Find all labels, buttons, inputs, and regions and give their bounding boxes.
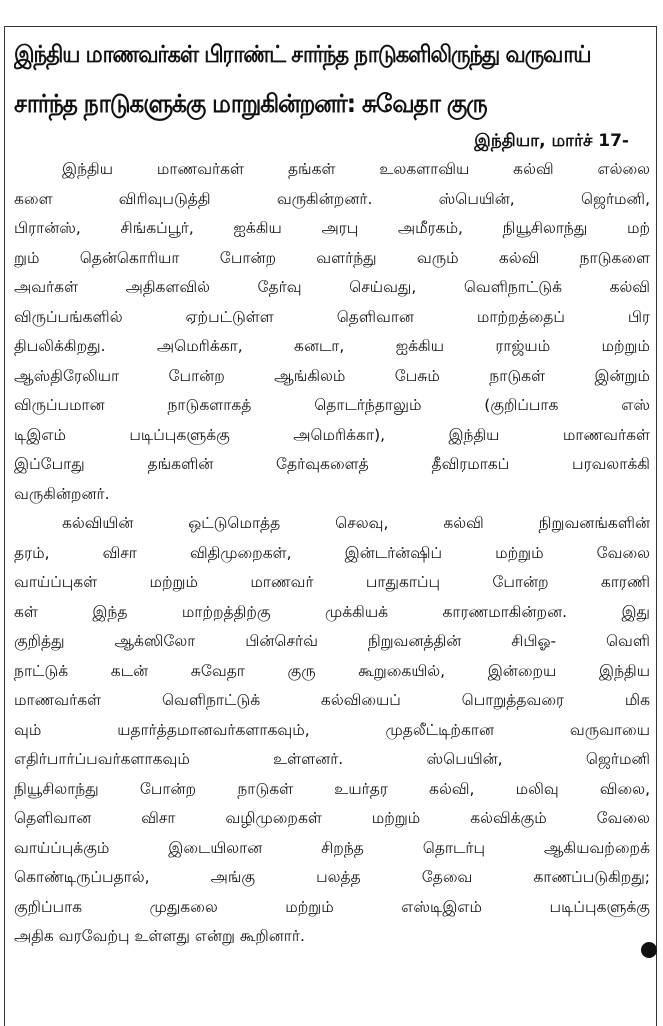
dateline: இந்தியா, மார்ச் 17- xyxy=(474,131,629,151)
body-line: கல்வியின் ஒட்டுமொத்த செலவு, கல்வி நிறுவனங்களின் xyxy=(62,514,650,532)
body-line: விருப்பமான நாடுகளாகத் தொடர்ந்தாலும் (குறிப்பாக எஸ் xyxy=(14,396,650,414)
body-line: அவர்கள் அதிகளவில் தேர்வு செய்வது, வெளிநாட்டுக் கல்வி xyxy=(14,278,650,296)
body-line: இப்போது தங்களின் தேர்வுகளைத் தீவிரமாகப் பரவலாக்கி xyxy=(14,455,650,473)
body-line: நியூசிலாந்து போன்ற நாடுகள் உயர்தர கல்வி, மலிவு விலை, xyxy=(14,779,650,798)
body-line: தரம், விசா விதிமுறைகள், இன்டர்ன்ஷிப் மற்றும் வேலை xyxy=(14,543,650,562)
body-line: மாணவர்கள் வெளிநாட்டுக் கல்வியைப் பொறுத்தவரை மிக xyxy=(14,691,650,709)
clipped-previous-article-text xyxy=(4,0,204,7)
body-line: களை விரிவுபடுத்தி வருகின்றனர். ஸ்பெயின், ஜெர்மனி, xyxy=(14,189,650,208)
body-line: தெளிவான விசா வழிமுறைகள் மற்றும் கல்விக்கும் வேலை xyxy=(14,809,650,827)
body-line: வருகின்றனர். xyxy=(14,484,110,503)
body-line: திபலிக்கிறது. அமெரிக்கா, கனடா, ஐக்கிய ராஜ்யம் மற்றும் xyxy=(14,337,650,355)
body-line: வாய்ப்புக்கும் இடையிலான சிறந்த தொடர்பு ஆகியவற்றைக் xyxy=(14,838,650,857)
body-line: குறிப்பாக முதுகலை மற்றும் எஸ்டிஇஎம் படிப்புகளுக்கு xyxy=(14,897,650,916)
body-line: நாட்டுக் கடன் சுவேதா குரு கூறுகையில், இன்றைய இந்திய xyxy=(14,661,650,680)
body-line: கொண்டிருப்பதால், அங்கு பலத்த தேவை காணப்படுகிறது; xyxy=(14,868,650,886)
body-line: குறித்து ஆக்ஸிலோ பின்செர்வ் நிறுவனத்தின் சிபிஓ- வெளி xyxy=(14,632,650,650)
page-corner-dot xyxy=(641,942,657,958)
body-line: அதிக வரவேற்பு உள்ளது என்று கூறினார். xyxy=(14,927,305,945)
body-line: வும் யதார்த்தமானவர்களாகவும், முதலீட்டிற்கான வருவாயை xyxy=(14,720,650,739)
body-line: விருப்பங்களில் ஏற்பட்டுள்ள தெளிவான மாற்றத்தைப் பிர xyxy=(14,307,650,326)
body-line: றும் தென்கொரியா போன்ற வளர்ந்து வரும் கல்வி நாடுகளை xyxy=(14,248,650,267)
body-line: வாய்ப்புகள் மற்றும் மாணவர் பாதுகாப்பு போன்ற காரணி xyxy=(14,573,650,591)
body-line: இந்திய மாணவர்கள் தங்கள் உலகளாவிய கல்வி எல்லை xyxy=(62,160,650,178)
body-line: பிரான்ஸ், சிங்கப்பூர், ஐக்கிய அரபு அமீரகம், நியூசிலாந்து மற் xyxy=(14,219,650,237)
headline-line-2: சார்ந்த நாடுகளுக்கு மாறுகின்றனர்: சுவேதா குரு xyxy=(14,89,487,118)
body-line: ஆஸ்திரேலியா போன்ற ஆங்கிலம் பேசும் நாடுகள் இன்றும் xyxy=(14,366,650,385)
article-body xyxy=(14,155,650,952)
body-line: எதிர்பார்ப்பவர்களாகவும் உள்ளனர். ஸ்பெயின், ஜெர்மனி xyxy=(14,750,650,768)
body-line: டிஇஎம் படிப்புகளுக்கு அமெரிக்கா), இந்திய மாணவர்கள் xyxy=(14,425,650,444)
headline-line-1: இந்திய மாணவர்கள் பிராண்ட் சார்ந்த நாடுகளிலிருந்து வருவாய் xyxy=(14,40,590,68)
body-line: கள் இந்த மாற்றத்திற்கு முக்கியக் காரணமாகின்றன. இது xyxy=(14,602,650,621)
